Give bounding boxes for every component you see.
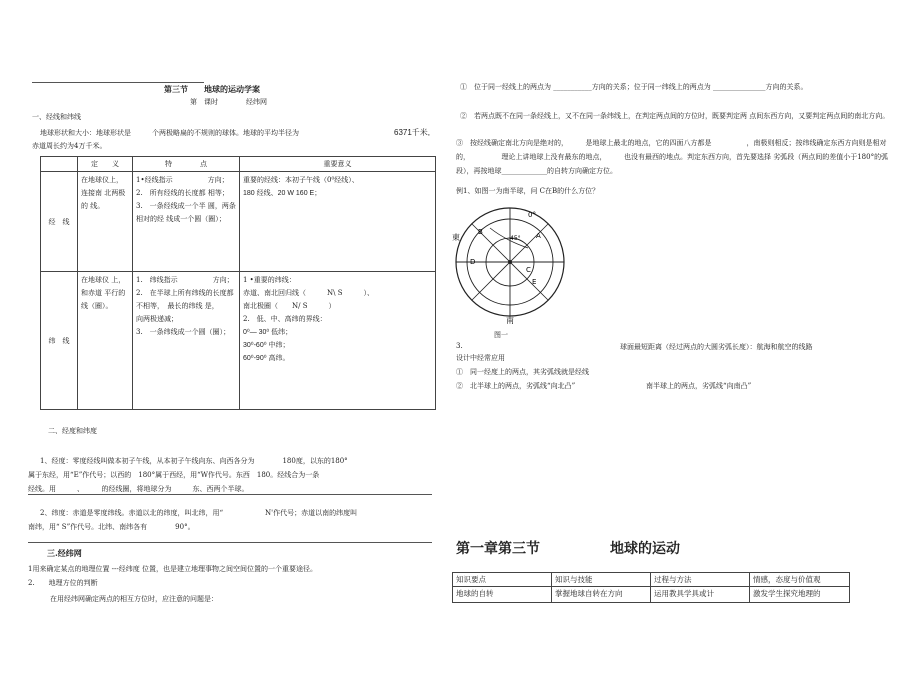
list-item: 重要的经线：本初子午线（0⁰经线）、 xyxy=(243,176,359,184)
south-label: 南 xyxy=(506,316,514,324)
section-heading: 三.经纬网 xyxy=(47,548,82,558)
paragraph: 球面最短距离（经过两点的大圆劣弧长度）：航海和航空的线路 xyxy=(620,343,813,351)
table-cell: 地球的自转 xyxy=(453,587,552,603)
table-cell: 激发学生探究地理的 xyxy=(750,587,850,603)
table-header: 过程与方法 xyxy=(651,573,750,587)
parallel-significance xyxy=(240,272,436,410)
label-0deg: 0° xyxy=(528,211,536,219)
table-cell: 掌握地球自转在方向 xyxy=(552,587,651,603)
list-item: 南北极圈（ N/ S ） xyxy=(243,302,336,310)
example-question: 例1、如图一为南半球，问 C在B的什么方位？ xyxy=(456,187,600,195)
figure-caption: 图一 xyxy=(494,331,508,339)
list-item: 1 •重要的纬线： xyxy=(243,276,296,284)
label-45deg: 45° xyxy=(510,235,521,242)
point-d-label: D xyxy=(470,258,476,266)
paragraph: ① 位于同一经线上的两点为 ___________方向的关系；位于同一纬线上的两点为 _______________方向的关系。 xyxy=(460,83,808,91)
paragraph: ③ 按经线确定南北方向是绝对的， 是地球上最北的地点，它的四面八方都是 ，南极则相反；按纬线确定东西方向则是相对的， 理论上讲地球上没有最东的地点， 也没有最西的地点。判定东西方向，首先要选择 劣弧段（两点间的差值小于180°的弧段），再按地球_____________的自转方向确定方位。 xyxy=(456,139,889,175)
list-item: 1•经线指示 方向； xyxy=(136,176,229,184)
objectives-table xyxy=(452,572,850,603)
point-c-label: C xyxy=(526,266,531,274)
point-b-label: B xyxy=(478,228,483,236)
paragraph: ① 同一经度上的两点，其劣弧线就是经线 xyxy=(456,368,589,376)
table-corner xyxy=(41,157,78,172)
list-item: 60⁰-90⁰ 高纬。 xyxy=(243,355,290,362)
list-item: 1. 纬线指示 方向； xyxy=(136,276,234,284)
paragraph: 2、纬度：赤道是零度纬线。赤道以北的纬度，叫北纬，用“ N'作代号；赤道以南的纬度叫 xyxy=(40,509,358,517)
paragraph: 地球形状和大小：地球形状是 个两极略扁的不规则的球体。地球的平均半径为 xyxy=(40,129,299,137)
parallel-definition: 在地球仪 上，和赤道 平行的线（圈）。 xyxy=(78,272,133,410)
section-heading: 一、经线和纬线 xyxy=(32,113,81,121)
header-rule xyxy=(32,82,204,83)
chapter-title: 第一章第三节 地球的运动 xyxy=(456,541,680,557)
table-header: 知识与技能 xyxy=(552,573,651,587)
page-title: 第三节 地球的运动学案 xyxy=(164,84,260,94)
row-label-parallel: 纬 线 xyxy=(41,272,78,410)
row-label-meridian: 经 线 xyxy=(41,172,78,272)
list-item: 180 经线、20 W 160 E； xyxy=(243,190,322,197)
paragraph: ② 北半球上的两点，劣弧线“向北凸” xyxy=(456,382,576,390)
paragraph: 南纬，用“ S”作代号。北纬、南纬各有 90°。 xyxy=(28,523,195,531)
table-header: 知识要点 xyxy=(453,573,552,587)
parallel-features xyxy=(133,272,240,410)
list-item: 赤道、南北回归线（ N\ S ）、 xyxy=(243,289,375,297)
divider xyxy=(28,542,432,543)
southern-hemisphere-figure xyxy=(450,200,568,324)
paragraph: 经线。用 、 的经线圈，将地球分为 东、西两个半球。 xyxy=(28,485,249,493)
paragraph: 2. 地理方位的判断 xyxy=(28,579,98,587)
meridian-features xyxy=(133,172,240,272)
list-item: 2. 在半球上所有纬线的长度都不相等， 最长的纬线 是， 向两极递减； xyxy=(136,289,234,323)
list-item: 2. 低、中、高纬的界线： xyxy=(243,315,327,323)
meridian-definition: 在地球仪上，连接南 北两极的 线。 xyxy=(78,172,133,272)
list-item: 30⁰-60⁰ 中纬； xyxy=(243,342,290,349)
paragraph: 3. xyxy=(456,342,463,350)
header-significance: 重要意义 xyxy=(240,157,436,172)
meridian-significance xyxy=(240,172,436,272)
paragraph: 在用经纬网确定两点的相互方位时，应注意的问题是： xyxy=(50,595,218,603)
paragraph: 赤道周长约为4万千米。 xyxy=(32,142,107,150)
earth-radius: 6371千米, xyxy=(394,128,431,137)
point-a-label: A xyxy=(536,232,541,240)
list-item: 3. 一条纬线成一个圆（圈）； xyxy=(136,328,231,336)
paragraph: 南半球上的两点，劣弧线“向南凸” xyxy=(646,382,752,390)
point-e-label: E xyxy=(532,278,537,286)
paragraph: 1、经度：零度经线叫做本初子午线，从本初子午线向东、向西各分为 180度，以东的180° xyxy=(40,457,348,465)
paragraph: 属于东经，用“E”作代号；以西的 180°属于西经，用“W作代号。东西 180。经线合为一条 xyxy=(28,471,320,479)
paragraph: 1用来确定某点的地理位置 ---经纬度 位置，也是建立地理事物之间空间位置的一个重要途径。 xyxy=(28,565,317,573)
subtitle: 第 课时 经纬网 xyxy=(190,98,267,106)
list-item: 2. 所有经线的长度都 相等； xyxy=(136,189,229,197)
divider xyxy=(28,494,432,495)
table-header: 情感，态度与价值观 xyxy=(750,573,850,587)
section-heading: 二、经度和纬度 xyxy=(48,427,97,435)
header-features: 特 点 xyxy=(133,157,240,172)
paragraph: ② 若两点既不在同一条经线上，又不在同一条纬线上，在判定两点间的方位时，既要判定两 点间东西方向，又要判定两点间的南北方向。 xyxy=(460,112,890,120)
meridian-parallel-table xyxy=(40,156,436,410)
list-item: 3. 一条经线成一个半 圆，两条相对的经 线成一个圆（圈）； xyxy=(136,202,236,223)
list-item: 0⁰— 30⁰ 低纬； xyxy=(243,329,293,336)
header-definition: 定 义 xyxy=(78,157,133,172)
paragraph: 设计中经常应用 xyxy=(456,354,505,362)
table-cell: 运用教具学具或计 xyxy=(651,587,750,603)
direction-label: 東 xyxy=(452,233,460,242)
pole-point xyxy=(508,260,512,264)
